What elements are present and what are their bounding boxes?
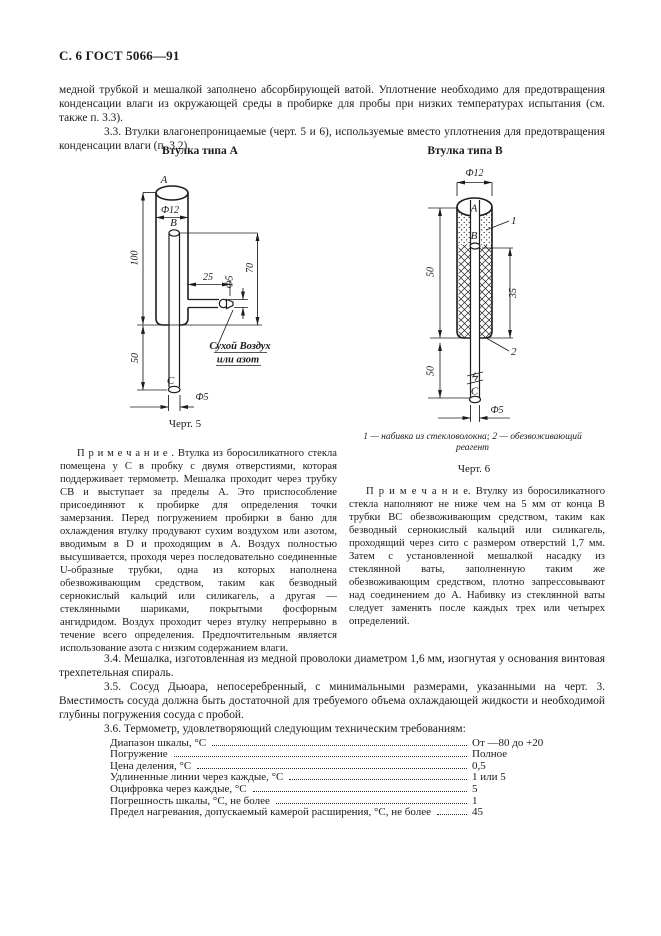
point-c-label: C xyxy=(166,375,175,387)
spec-label: Оцифровка через каждые, °С xyxy=(110,782,247,795)
dim-35-label: 35 xyxy=(508,288,519,298)
spec-label: Погрешность шкалы, °С, не более xyxy=(110,794,270,807)
spec-label: Цена деления, °С xyxy=(110,759,192,772)
point-b-label: B xyxy=(470,230,478,242)
thermometer-spec-table xyxy=(110,737,604,818)
dim-50-label: 50 xyxy=(130,353,141,363)
point-a-label: A xyxy=(160,174,168,186)
table-row xyxy=(110,760,604,772)
para-3-5: 3.5. Сосуд Дьюара, непосеребренный, с минимальными размерами, указанными на черт. 3. Вместимость сосуда должна быть достаточной для требуемого объема охлаждающей жидкости и необходимой глубины погружения сосуда с пробой. xyxy=(59,681,605,721)
table-row xyxy=(110,783,604,795)
dia-5-bottom-label: Ф5 xyxy=(195,392,209,403)
dia-5-side-label: Ф5 xyxy=(224,275,236,289)
spec-label: Предел нагревания, допускаемый камерой расширения, °С, не более xyxy=(110,806,431,819)
spec-value: 1 xyxy=(472,794,478,807)
figure-b-legend: 1 — набивка из стекловолокна; 2 — обезвоживающий реагент xyxy=(363,432,582,453)
dot-leader xyxy=(437,814,467,815)
point-a-label: A xyxy=(470,202,478,215)
body-paragraphs xyxy=(59,652,605,736)
dim-50-body-label: 50 xyxy=(425,267,437,277)
table-row xyxy=(110,772,604,784)
dia-12-label: Ф12 xyxy=(160,205,180,216)
note-figure-6 xyxy=(349,485,605,628)
para-3-3: 3.3. Втулки влагонепроницаемые (черт. 5 и 6), используемые вместо уплотнения для предотвращения конденсации влаги (п. 3.2). xyxy=(59,126,605,152)
spec-value: 0,5 xyxy=(472,759,486,772)
table-row xyxy=(110,807,604,819)
figure-a-title: Втулка типа А xyxy=(162,145,238,157)
dot-leader xyxy=(212,745,467,746)
callout-1: 1 xyxy=(511,215,517,227)
note-a-text: П р и м е ч а н и е . Втулка из боросиликатного стекла помещена у С в пробку с двумя отверстиями, которая поддерживает термометр. Мешалка проходит через трубку СВ и выступает за пределы А. Это приспособление присоединяют к пробирке для определения точки замерзания. Перед погружением пробирки в баню для охлаждения втулку продувают сухим воздухом или азотом, вводимым в D и проходящим в А. Воздух полностью высушивается, проходя через последовательно соединенные U-образные трубки, одна из которых наполнена обезвоживающим средством, таким как безводный сернокислый кальций или силикагель, а другая — стеклянными шариками, покрытыми фосфорным ангидридом. Воздух проходит через втулку непрерывно в течение всего определения. Предпочтительным является использование азота с низким содержанием влаги. xyxy=(60,448,337,654)
point-c-label: C xyxy=(470,385,479,398)
table-row xyxy=(110,737,604,749)
note-b-text: П р и м е ч а н и е. Втулку из боросиликатного стекла наполняют не ниже чем на 5 мм от конца В трубки ВС обезвоживающим средством, таким как безводный сернокислый кальций или силикагель, проходящий через сито с размером отверстий 1,7 мм. Затем с установленной мешалкой насадку из стеклянной ваты, заполненную таким же обезвоживающим средством, плотно запрессовывают над соединением до А. Набивку из стеклянной ваты следует заменять после каждых трех или четырех определений. xyxy=(349,486,605,627)
dot-leader xyxy=(276,803,467,804)
dim-70-label: 70 xyxy=(245,263,256,273)
gas-label-line1: Сухой Воздух xyxy=(209,341,271,352)
figure-b-drawing xyxy=(398,166,618,456)
figure-b-caption: Черт. 6 xyxy=(457,463,491,475)
page-header: С. 6 ГОСТ 5066—91 xyxy=(59,48,180,63)
table-row xyxy=(110,795,604,807)
para-3-4: 3.4. Мешалка, изготовленная из медной проволоки диаметром 1,6 мм, изогнутая у основания винтовая трехпетельная спираль. xyxy=(59,653,605,679)
dot-leader xyxy=(253,791,467,792)
spec-value: 1 или 5 xyxy=(472,771,506,784)
dot-leader xyxy=(197,768,467,769)
spec-value: 45 xyxy=(472,806,483,819)
gas-label-line2: или азот xyxy=(216,354,260,366)
spec-value: От —80 до +20 xyxy=(472,736,544,749)
dim-25-label: 25 xyxy=(203,272,213,283)
dim-50-tail-label: 50 xyxy=(425,366,437,376)
spec-label: Удлиненные линии через каждые, °С xyxy=(110,771,284,784)
spec-value: Полное xyxy=(472,748,508,761)
dot-leader xyxy=(174,756,467,757)
callout-2: 2 xyxy=(511,346,517,358)
figure-b-title: Втулка типа В xyxy=(427,145,503,157)
intro-paragraphs xyxy=(59,83,605,153)
table-row xyxy=(110,749,604,761)
point-b-label: B xyxy=(170,217,177,229)
figure-a-caption: Черт. 5 xyxy=(168,418,202,430)
para-3-6: 3.6. Термометр, удовлетворяющий следующим техническим требованиям: xyxy=(104,723,466,735)
note-figure-5 xyxy=(60,447,337,655)
dim-100-label: 100 xyxy=(129,250,141,266)
spec-label: Диапазон шкалы, °С xyxy=(110,736,207,749)
dot-leader xyxy=(289,779,467,780)
spec-value: 5 xyxy=(472,782,478,795)
spec-label: Погружение xyxy=(110,748,168,761)
dia-12-label: Ф12 xyxy=(465,168,484,179)
figure-a-drawing xyxy=(118,168,338,436)
dia-5-bottom-label: Ф5 xyxy=(490,405,504,416)
intro-text: медной трубкой и мешалкой заполнено абсорбирующей ватой. Уплотнение необходимо для предотвращения конденсации влаги из окружающей среды в пробирке для пробы при низких температурах испытания (см. также п. 3.3). xyxy=(59,84,605,124)
